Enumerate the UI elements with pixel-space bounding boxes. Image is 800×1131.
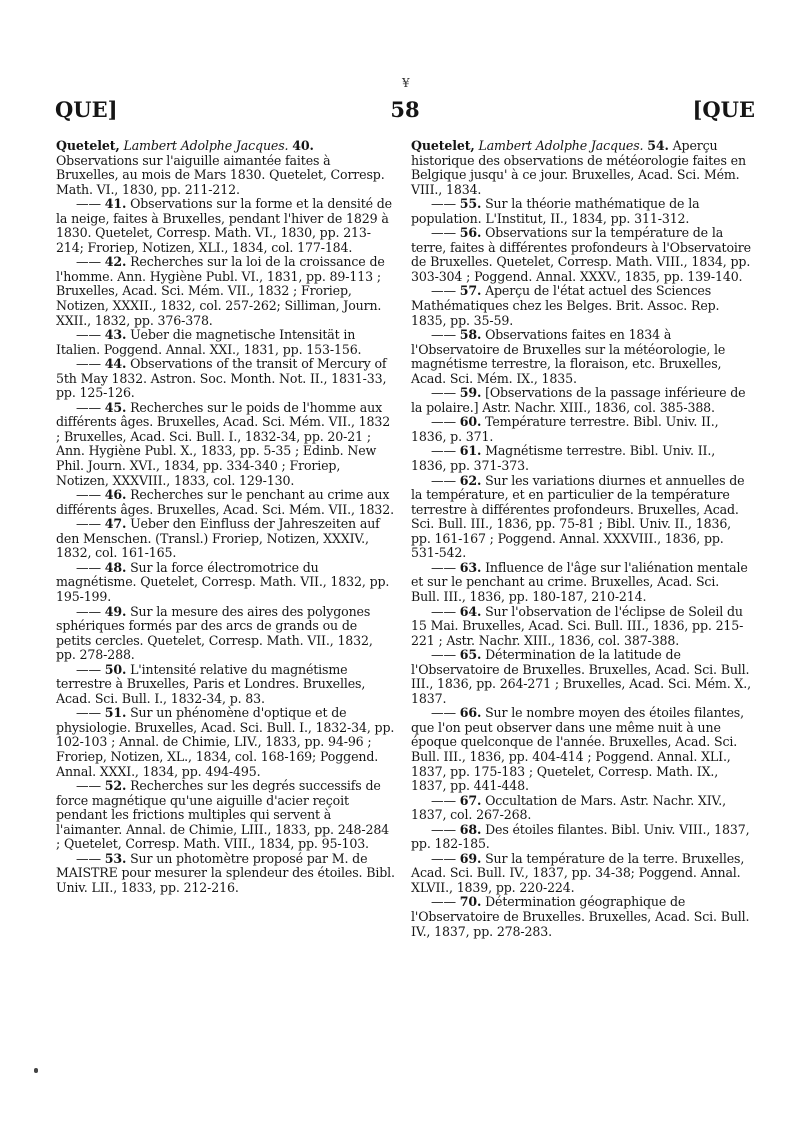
top-mark: ¥ xyxy=(402,76,410,90)
entry-number: 65. xyxy=(459,647,482,663)
ditto-dash: —— xyxy=(76,356,101,372)
ditto-dash: —— xyxy=(76,399,101,415)
entry-text: Recherches sur la loi de la croissance de l'homme. Ann. Hygiène Publ. VI., 1831, pp. 89-113 ; Bruxelles, Acad. Sci. Mém. VII., 1832 ; Froriep, Notizen, XXXII., 1832, col. 257-262; Silliman, Journ. XXII., 1832, pp. 376-378. xyxy=(56,254,385,328)
entry-text: Observations faites en 1834 à l'Observatoire de Bruxelles sur la météorologie, le magnétisme terrestre, la floraison, etc. Bruxelles, Acad. Sci. Mém. IX., 1835. xyxy=(411,327,726,386)
bibliography-entry xyxy=(56,517,396,561)
entry-number: 49. xyxy=(104,603,127,619)
bibliography-entry xyxy=(56,706,396,779)
entry-number: 57. xyxy=(459,283,482,299)
entry-text: Sur un photomètre proposé par M. de MAISTRE pour mesurer la splendeur des étoiles. Bibl. Univ. LII., 1833, pp. 212-216. xyxy=(56,850,395,895)
entry-number: 43. xyxy=(104,327,127,343)
entry-number: 59. xyxy=(459,385,482,401)
entry-text: Des étoiles filantes. Bibl. Univ. VIII., 1837, pp. 182-185. xyxy=(411,821,750,852)
bibliography-entry xyxy=(411,706,751,793)
entry-number: 44. xyxy=(104,356,127,372)
entry-text: Aperçu historique des observations de météorologie faites en Belgique jusqu' à ce jour. Bruxelles, Acad. Sci. Mém. VIII., 1834. xyxy=(411,138,746,197)
entry-first xyxy=(56,139,396,197)
running-header xyxy=(55,97,755,125)
entry-text: Observations sur la température de la terre, faites à différentes profondeurs à l'Observatoire de Bruxelles. Quetelet, Corresp. Math. VIII., 1834, pp. 303-304 ; Poggend. Annal. XXXV., 1835, pp. 139-140. xyxy=(411,225,751,284)
header-right: [QUE xyxy=(692,97,755,122)
entry-text: Recherches sur le poids de l'homme aux différents âges. Bruxelles, Acad. Sci. Mém. VII., 1832 ; Bruxelles, Acad. Sci. Bull. I., 1832-34, pp. 20-21 ; Ann. Hygiène Publ. X., 1833, pp. 5-35 ; Edinb. New Phil. Journ. XVI., 1834, pp. 334-340 ; Froriep, Notizen, XXXVIII., 1833, col. 129-130. xyxy=(56,399,391,488)
ditto-dash: —— xyxy=(431,414,456,430)
entry-number: 42. xyxy=(104,254,127,270)
bibliography-entry xyxy=(411,328,751,386)
bibliography-entry xyxy=(56,852,396,896)
ditto-dash: —— xyxy=(76,778,101,794)
entry-number: 53. xyxy=(104,850,127,866)
entry-text: Ueber den Einfluss der Jahreszeiten auf den Menschen. (Transl.) Froriep, Notizen, XXXIV., 1832, col. 161-165. xyxy=(56,516,380,561)
ditto-dash: —— xyxy=(431,196,456,212)
ditto-dash: —— xyxy=(76,196,101,212)
entry-number: 45. xyxy=(104,399,127,415)
entry-text: Occultation de Mars. Astr. Nachr. XIV., 1837, col. 267-268. xyxy=(411,792,726,823)
entry-text: Sur le nombre moyen des étoiles filantes, que l'on peut observer dans une même nuit à une époque quelconque de l'année. Bruxelles, Acad. Sci. Bull. III., 1836, pp. 404-414 ; Poggend. Annal. XLI., 1837, pp. 175-183 ; Quetelet, Corresp. Math. IX., 1837, pp. 441-448. xyxy=(411,705,744,794)
entry-text: Ueber die magnetische Intensität in Italien. Poggend. Annal. XXI., 1831, pp. 153-156. xyxy=(56,327,362,357)
bibliography-entry xyxy=(411,794,751,823)
ditto-dash: —— xyxy=(431,603,456,619)
entry-text: Sur la théorie mathématique de la population. L'Institut, II., 1834, pp. 311-312. xyxy=(411,196,700,226)
entry-text: Température terrestre. Bibl. Univ. II., 1836, p. 371. xyxy=(411,414,719,444)
entry-text: Sur l'observation de l'éclipse de Soleil du 15 Mai. Bruxelles, Acad. Sci. Bull. III., 1836, pp. 215-221 ; Astr. Nachr. XIII., 1836, col. 387-388. xyxy=(411,603,744,648)
entry-number: 41. xyxy=(104,196,127,212)
entry-number: 52. xyxy=(104,778,127,794)
entry-number: 60. xyxy=(459,414,482,430)
bibliography-entry xyxy=(56,328,396,357)
bibliography-entry xyxy=(411,474,751,561)
entry-number: 69. xyxy=(459,850,482,866)
entry-number: 67. xyxy=(459,792,482,808)
entry-text: Sur les variations diurnes et annuelles de la température, et en particulier de la température terrestre à différentes profondeurs. Bruxelles, Acad. Sci. Bull. III., 1836, pp. 75-81 ; Bibl. Univ. II., 1836, pp. 161-167 ; Poggend. Annal. XXXVIII., 1836, pp. 531-542. xyxy=(411,472,745,561)
author-name: Quetelet, xyxy=(56,138,120,153)
entry-text: Recherches sur le penchant au crime aux différents âges. Bruxelles, Acad. Sci. Mém. VII., 1832. xyxy=(56,487,394,517)
entry-number: 64. xyxy=(459,603,482,619)
ditto-dash: —— xyxy=(76,559,101,575)
entry-text: L'intensité relative du magnétisme terrestre à Bruxelles, Paris et Londres. Bruxelles, Acad. Sci. Bull. I., 1832-34, p. 83. xyxy=(56,661,366,706)
entry-number: 70. xyxy=(459,894,482,910)
ditto-dash: —— xyxy=(431,225,456,241)
ditto-dash: —— xyxy=(431,705,456,721)
ditto-dash: —— xyxy=(76,254,101,270)
right-column xyxy=(411,139,751,939)
bibliography-entry xyxy=(411,823,751,852)
entry-number: 66. xyxy=(459,705,482,721)
ditto-dash: —— xyxy=(431,647,456,663)
bibliography-entry xyxy=(56,663,396,707)
entry-text: Détermination de la latitude de l'Observatoire de Bruxelles. Bruxelles, Acad. Sci. Bull. III., 1836, pp. 264-271 ; Bruxelles, Acad. Sci. Mém. X., 1837. xyxy=(411,647,751,706)
entry-number: 61. xyxy=(459,443,482,459)
ditto-dash: —— xyxy=(431,472,456,488)
entry-text: Observations sur l'aiguille aimantée faites à Bruxelles, au mois de Mars 1830. Quetelet, Corresp. Math. VI., 1830, pp. 211-212. xyxy=(56,152,385,197)
entry-number: 63. xyxy=(459,559,482,575)
ditto-dash: —— xyxy=(76,850,101,866)
ditto-dash: —— xyxy=(431,850,456,866)
entry-text: Magnétisme terrestre. Bibl. Univ. II., 1836, pp. 371-373. xyxy=(411,443,716,474)
entry-text: Sur un phénomène d'optique et de physiologie. Bruxelles, Acad. Sci. Bull. I., 1832-34, pp. 102-103 ; Annal. de Chimie, LIV., 1833, pp. 94-96 ; Froriep, Notizen, XL., 1834, col. 168-169; Poggend. Annal. XXXI., 1834, pp. 494-495. xyxy=(56,705,395,779)
ditto-dash: —— xyxy=(431,559,456,575)
left-column xyxy=(56,139,396,895)
ditto-dash: —— xyxy=(431,894,456,910)
bibliography-entry xyxy=(56,401,396,488)
ditto-dash: —— xyxy=(431,443,456,459)
ditto-dash: —— xyxy=(76,327,101,343)
entry-number: 50. xyxy=(104,661,127,677)
ink-dot xyxy=(34,1068,38,1073)
entry-number: 56. xyxy=(459,225,482,241)
entry-text: [Observations de la passage inférieure de la polaire.] Astr. Nachr. XIII., 1836, col. 385-388. xyxy=(411,385,746,415)
entry-number: 58. xyxy=(459,327,482,343)
entry-text: Observations of the transit of Mercury of 5th May 1832. Astron. Soc. Month. Not. II., 1831-33, pp. 125-126. xyxy=(56,356,387,401)
bibliography-entry xyxy=(411,852,751,896)
header-left: QUE] xyxy=(55,97,118,122)
bibliography-entry xyxy=(411,415,751,444)
bibliography-entry xyxy=(411,648,751,706)
bibliography-entry xyxy=(56,197,396,255)
bibliography-entry xyxy=(411,197,751,226)
entry-text: Sur la température de la terre. Bruxelles, Acad. Sci. Bull. IV., 1837, pp. 34-38; Poggend. Annal. XLVII., 1839, pp. 220-224. xyxy=(411,850,745,895)
bibliography-entry xyxy=(411,226,751,284)
bibliography-entry xyxy=(56,605,396,663)
entry-text: Sur la mesure des aires des polygones sphériques formés par des arcs de grands ou de petits cercles. Quetelet, Corresp. Math. VII., 1832, pp. 278-288. xyxy=(56,603,373,663)
bibliography-entry xyxy=(56,255,396,328)
entry-text: Détermination géographique de l'Observatoire de Bruxelles. Bruxelles, Acad. Sci. Bull. IV., 1837, pp. 278-283. xyxy=(411,894,750,939)
ditto-dash: —— xyxy=(431,821,456,837)
bibliography-entry xyxy=(56,488,396,517)
entry-number: 62. xyxy=(459,472,482,488)
entry-text: Recherches sur les degrés successifs de force magnétique qu'une aiguille d'acier reçoit pendant les frictions multiples qui servent à l'aimanter. Annal. de Chimie, LIII., 1833, pp. 248-284 ; Quetelet, Corresp. Math. VIII., 1834, pp. 95-103. xyxy=(56,778,390,852)
ditto-dash: —— xyxy=(431,792,456,808)
ditto-dash: —— xyxy=(76,487,101,503)
entry-number: 54. xyxy=(647,138,669,153)
entry-text: Sur la force électromotrice du magnétisme. Quetelet, Corresp. Math. VII., 1832, pp. 195-199. xyxy=(56,559,390,604)
bibliography-entry xyxy=(411,561,751,605)
page-number: 58 xyxy=(390,97,420,122)
author-name: Quetelet, xyxy=(411,138,475,153)
bibliography-entry xyxy=(411,284,751,328)
author-full-name: Lambert Adolphe Jacques. xyxy=(123,138,289,153)
entry-text: Influence de l'âge sur l'aliénation mentale et sur le penchant au crime. Bruxelles, Acad. Sci. Bull. III., 1836, pp. 180-187, 210-214. xyxy=(411,559,748,604)
entry-text: Observations sur la forme et la densité de la neige, faites à Bruxelles, pendant l'hiver de 1829 à 1830. Quetelet, Corresp. Math. VI., 1830, pp. 213-214; Froriep, Notizen, XLI., 1834, col. 177-184. xyxy=(56,196,392,255)
entry-number: 40. xyxy=(292,138,314,153)
entry-number: 51. xyxy=(104,705,127,721)
ditto-dash: —— xyxy=(431,283,456,299)
ditto-dash: —— xyxy=(76,516,101,532)
entry-first xyxy=(411,139,751,197)
entry-number: 46. xyxy=(104,487,127,503)
bibliography-entry xyxy=(56,561,396,605)
entry-number: 55. xyxy=(459,196,482,212)
bibliography-entry xyxy=(56,357,396,401)
bibliography-entry xyxy=(411,386,751,415)
author-full-name: Lambert Adolphe Jacques. xyxy=(478,138,644,153)
ditto-dash: —— xyxy=(431,327,456,343)
bibliography-entry xyxy=(56,779,396,852)
ditto-dash: —— xyxy=(76,705,101,721)
ditto-dash: —— xyxy=(76,661,101,677)
bibliography-entry xyxy=(411,895,751,939)
entry-number: 47. xyxy=(104,516,127,532)
entry-number: 48. xyxy=(104,559,127,575)
ditto-dash: —— xyxy=(431,385,456,401)
entry-number: 68. xyxy=(459,821,482,837)
bibliography-entry xyxy=(411,444,751,473)
entry-text: Aperçu de l'état actuel des Sciences Mathématiques chez les Belges. Brit. Assoc. Rep. 1835, pp. 35-59. xyxy=(411,283,720,328)
bibliography-entry xyxy=(411,605,751,649)
ditto-dash: —— xyxy=(76,603,101,619)
